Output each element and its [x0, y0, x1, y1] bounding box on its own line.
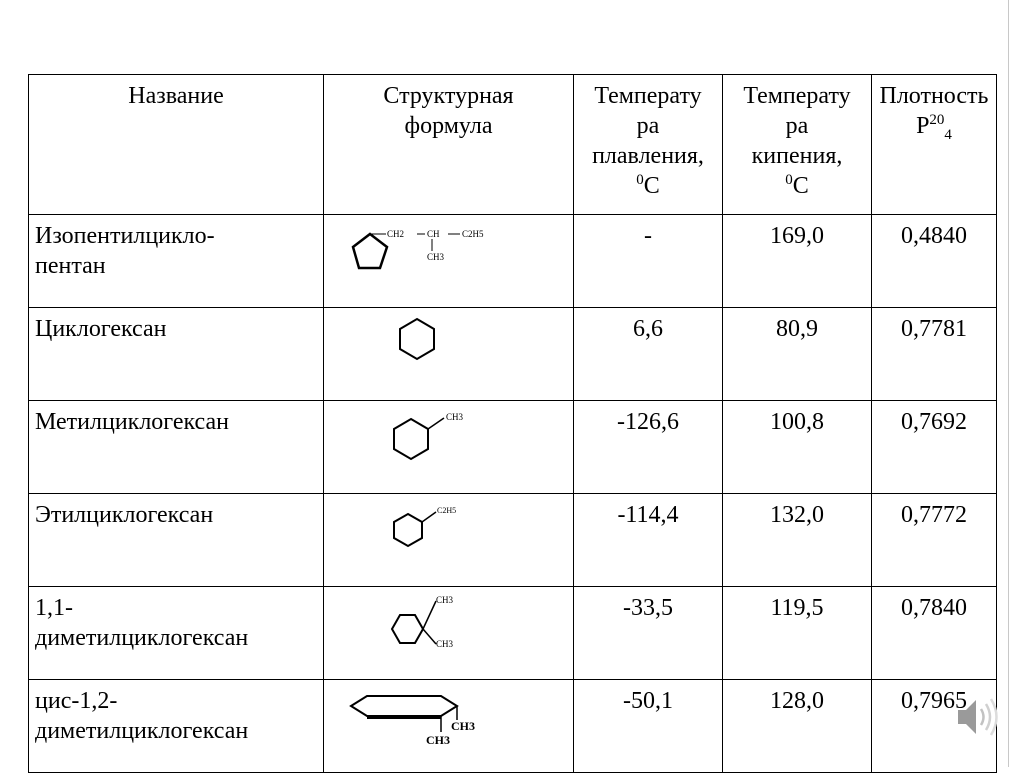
header-density-sup: 20 — [929, 112, 945, 128]
structural-formula-cell — [324, 215, 574, 308]
density: 0,7692 — [872, 401, 997, 494]
formula-label: CH3 — [451, 719, 475, 733]
melting-point: -33,5 — [574, 587, 723, 680]
methylcyclohexane-structure — [330, 407, 568, 479]
table-row — [29, 587, 997, 680]
header-melting-line-2: ра — [636, 113, 660, 139]
header-melting-line-3: плавления, — [592, 143, 704, 169]
header-name: Название — [29, 75, 324, 215]
structural-formula-cell — [324, 308, 574, 401]
header-row — [29, 75, 997, 215]
structural-formula-cell — [324, 494, 574, 587]
ethylcyclohexane-structure — [330, 500, 568, 572]
isopentylcyclopentane-structure — [330, 221, 568, 293]
header-melting-unit: С — [643, 173, 660, 199]
header-boiling-line-3: кипения, — [751, 143, 843, 169]
formula-label: C2H5 — [462, 229, 484, 239]
compound-name-line: Циклогексан — [35, 316, 167, 342]
melting-point: 6,6 — [574, 308, 723, 401]
cyclohexane-structure — [330, 314, 568, 386]
compound-name-line: пентан — [35, 253, 106, 279]
table-row — [29, 680, 997, 773]
melting-point: -50,1 — [574, 680, 723, 773]
boiling-point: 128,0 — [723, 680, 872, 773]
compound-name-line: диметилциклогексан — [35, 625, 249, 651]
formula-label: CH — [427, 229, 440, 239]
cis-dimethylcyclohexane-1-2-structure — [330, 686, 568, 758]
density: 0,7772 — [872, 494, 997, 587]
compound-name-line: 1,1- — [35, 595, 73, 621]
header-boiling-unit: С — [792, 173, 809, 199]
header-melting — [574, 75, 723, 215]
dimethylcyclohexane-1-1-structure — [330, 593, 568, 665]
header-boiling-degree: 0 — [785, 172, 793, 188]
compound-name-line: цис-1,2- — [35, 688, 118, 714]
slide-edge-divider — [1008, 0, 1009, 767]
density: 0,4840 — [872, 215, 997, 308]
header-melting-line-1: Температу — [594, 83, 702, 109]
structural-formula-cell — [324, 680, 574, 773]
compound-name-line: Метилциклогексан — [35, 409, 229, 435]
boiling-point: 119,5 — [723, 587, 872, 680]
header-boiling — [723, 75, 872, 215]
header-formula: Структурная формула — [324, 75, 574, 215]
table-row — [29, 308, 997, 401]
header-melting-degree: 0 — [636, 172, 644, 188]
compound-name-line: Изопентилцикло- — [35, 223, 215, 249]
compound-name — [29, 680, 324, 773]
formula-label: C2H5 — [437, 506, 457, 515]
compound-name — [29, 587, 324, 680]
boiling-point: 132,0 — [723, 494, 872, 587]
melting-point: -114,4 — [574, 494, 723, 587]
structural-formula-cell — [324, 401, 574, 494]
table-row — [29, 401, 997, 494]
compound-name-line: Этилциклогексан — [35, 502, 214, 528]
boiling-point: 80,9 — [723, 308, 872, 401]
compound-name — [29, 494, 324, 587]
density: 0,7840 — [872, 587, 997, 680]
formula-label: CH2 — [387, 229, 405, 239]
formula-label: CH3 — [426, 733, 450, 747]
formula-label: CH3 — [427, 252, 445, 262]
table-row — [29, 494, 997, 587]
header-density-symbol: P — [916, 113, 930, 139]
density: 0,7965 — [872, 680, 997, 773]
compound-name — [29, 308, 324, 401]
header-boiling-line-2: ра — [785, 113, 809, 139]
header-density — [872, 75, 997, 215]
speaker-icon[interactable] — [950, 692, 1002, 742]
formula-label: CH3 — [446, 412, 464, 422]
structural-formula-cell — [324, 587, 574, 680]
boiling-point: 169,0 — [723, 215, 872, 308]
compound-name-line: диметилциклогексан — [35, 718, 249, 744]
melting-point: - — [574, 215, 723, 308]
formula-label: CH3 — [436, 595, 454, 605]
compound-name — [29, 401, 324, 494]
header-density-label: Плотность — [879, 83, 989, 109]
cycloalkanes-table — [28, 74, 997, 773]
melting-point: -126,6 — [574, 401, 723, 494]
boiling-point: 100,8 — [723, 401, 872, 494]
compound-name — [29, 215, 324, 308]
table-row — [29, 215, 997, 308]
density: 0,7781 — [872, 308, 997, 401]
formula-label: CH3 — [436, 639, 454, 649]
header-boiling-line-1: Температу — [743, 83, 851, 109]
header-density-sub: 4 — [944, 126, 952, 143]
